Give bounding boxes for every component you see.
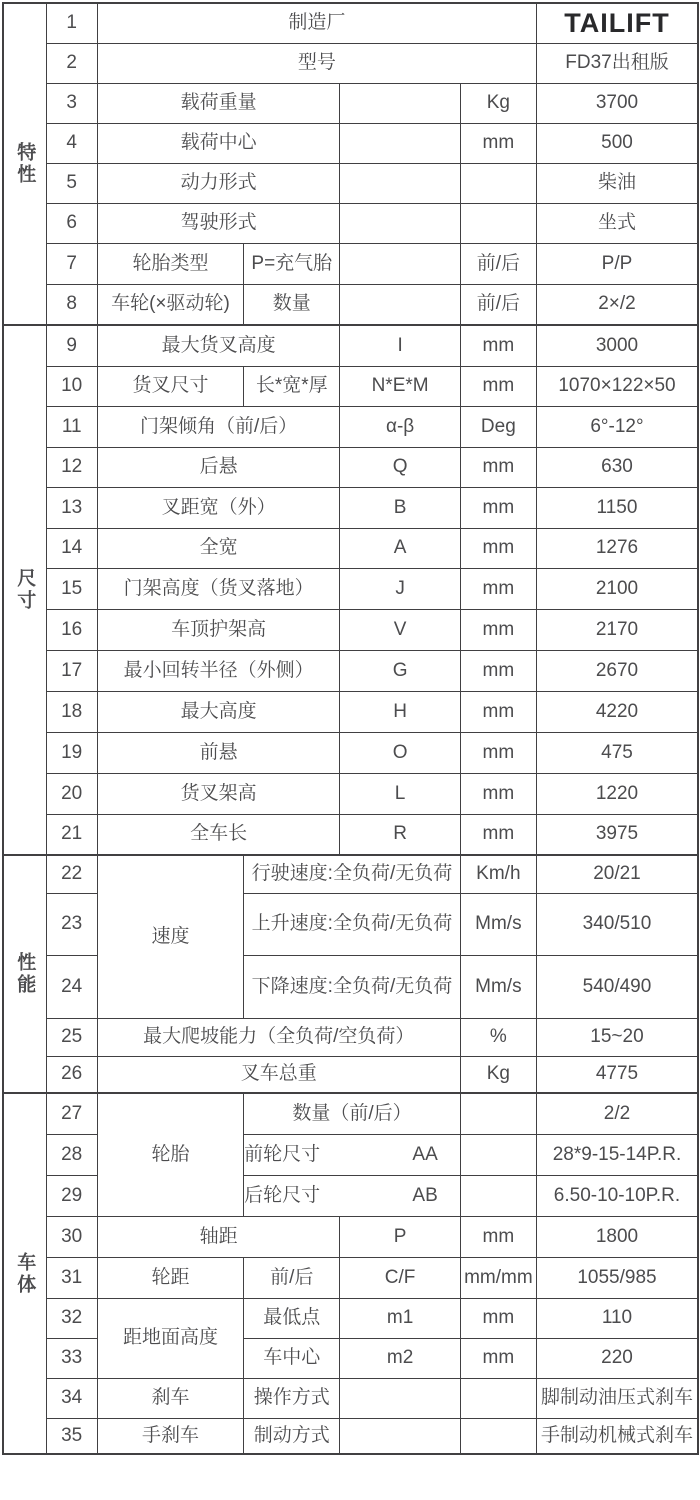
value-cell: 2100 [536,568,698,609]
value-cell: 540/490 [536,955,698,1018]
spec-name-cell: 轮胎类型 [97,243,243,284]
spec-sub-cell: 制动方式 [244,1418,340,1454]
value-cell: 20/21 [536,855,698,893]
spec-name-cell: 驾驶形式 [97,203,340,243]
spec-sub-cell: 上升速度:全负荷/无负荷 [244,893,461,955]
row-number-cell: 31 [46,1257,97,1298]
spec-sub-cell: 操作方式 [244,1378,340,1418]
spec-name-cell: 手刹车 [97,1418,243,1454]
value-cell: 1150 [536,487,698,528]
value-cell: 220 [536,1338,698,1378]
spec-name-cell: 最大高度 [97,691,340,732]
spec-sub-label: 后轮尺寸 [244,1184,321,1206]
unit-cell [460,163,536,203]
unit-cell: mm [460,1338,536,1378]
table-row [3,732,698,773]
unit-cell: mm [460,1216,536,1257]
value-cell: 1220 [536,773,698,814]
value-cell: 手制动机械式刹车 [536,1418,698,1454]
spec-symbol-cell: J [340,568,460,609]
table-row [3,1216,698,1257]
unit-cell: 前/后 [460,284,536,325]
spec-name-cell: 最大货叉高度 [97,325,340,366]
table-row [3,83,698,123]
row-number-cell: 24 [46,955,97,1018]
row-number-cell: 33 [46,1338,97,1378]
spec-sub-cell: 前/后 [244,1257,340,1298]
spec-name-cell: 全宽 [97,528,340,568]
value-cell: 1070×122×50 [536,366,698,406]
spec-table [2,2,699,1455]
spec-symbol-cell: P [340,1216,460,1257]
row-number-cell: 2 [46,43,97,83]
category-label: 性能 [14,952,36,996]
row-number-cell: 12 [46,447,97,487]
spec-symbol-cell: N*E*M [340,366,460,406]
value-cell: 1276 [536,528,698,568]
unit-cell: Mm/s [460,955,536,1018]
spec-sub-cell: 长*宽*厚 [244,366,340,406]
category-label: 特性 [14,142,36,186]
spec-symbol-label: AB [412,1184,438,1206]
table-row [3,284,698,325]
category-label: 车体 [14,1251,36,1296]
row-number-cell: 16 [46,609,97,650]
value-cell: 3975 [536,814,698,855]
value-cell: 2/2 [536,1093,698,1134]
unit-cell: mm [460,123,536,163]
brand-value-cell: TAILIFT [536,3,698,43]
table-row [3,773,698,814]
value-cell: 28*9-15-14P.R. [536,1134,698,1175]
table-row [3,1298,698,1338]
row-number-cell: 10 [46,366,97,406]
row-number-cell: 13 [46,487,97,528]
unit-cell: mm [460,366,536,406]
unit-cell [460,203,536,243]
category-cell [3,855,46,1093]
unit-cell: mm [460,487,536,528]
table-row [3,366,698,406]
spec-symbol-cell [340,1378,460,1418]
row-number-cell: 8 [46,284,97,325]
table-row [3,3,698,43]
value-cell: 柴油 [536,163,698,203]
table-row [3,568,698,609]
unit-cell: % [460,1018,536,1056]
value-cell: 3000 [536,325,698,366]
value-cell: FD37出租版 [536,43,698,83]
spec-symbol-cell: A [340,528,460,568]
spec-name-cell: 全车长 [97,814,340,855]
spec-symbol-cell: R [340,814,460,855]
value-cell: 475 [536,732,698,773]
table-row [3,487,698,528]
row-number-cell: 7 [46,243,97,284]
unit-cell: Km/h [460,855,536,893]
spec-name-cell: 门架倾角（前/后） [97,406,340,447]
value-cell: 110 [536,1298,698,1338]
table-row [3,1257,698,1298]
spec-sub-label: 前轮尺寸 [244,1143,321,1165]
unit-cell: mm [460,528,536,568]
table-row [3,163,698,203]
row-number-cell: 11 [46,406,97,447]
unit-cell: mm [460,650,536,691]
spec-symbol-cell [340,1418,460,1454]
spec-symbol-cell: I [340,325,460,366]
row-number-cell: 27 [46,1093,97,1134]
row-number-cell: 29 [46,1175,97,1216]
value-cell: 1055/985 [536,1257,698,1298]
unit-cell: Deg [460,406,536,447]
unit-cell: Kg [460,83,536,123]
spec-sub-cell [244,1175,461,1216]
spec-symbol-cell: G [340,650,460,691]
unit-cell: mm [460,609,536,650]
row-number-cell: 15 [46,568,97,609]
row-number-cell: 14 [46,528,97,568]
spec-name-cell: 后悬 [97,447,340,487]
spec-name-cell: 速度 [97,855,243,1018]
spec-name-cell: 轮胎 [97,1093,243,1216]
spec-symbol-cell: L [340,773,460,814]
value-cell: 6°-12° [536,406,698,447]
spec-name-cell: 货叉尺寸 [97,366,243,406]
row-number-cell: 22 [46,855,97,893]
table-row [3,855,698,893]
row-number-cell: 3 [46,83,97,123]
unit-cell: 前/后 [460,243,536,284]
spec-symbol-cell [340,284,460,325]
spec-name-cell: 叉距宽（外） [97,487,340,528]
spec-name-cell: 车轮(×驱动轮) [97,284,243,325]
table-row [3,528,698,568]
row-number-cell: 20 [46,773,97,814]
spec-sub-cell: P=充气胎 [244,243,340,284]
table-row [3,123,698,163]
value-cell: 2×/2 [536,284,698,325]
row-number-cell: 19 [46,732,97,773]
spec-sub-cell: 数量 [244,284,340,325]
unit-cell: mm [460,568,536,609]
spec-sub-cell [244,1134,461,1175]
table-row [3,1378,698,1418]
spec-name-cell: 型号 [97,43,536,83]
row-number-cell: 4 [46,123,97,163]
value-cell: 4220 [536,691,698,732]
spec-name-cell: 轴距 [97,1216,340,1257]
unit-cell [460,1418,536,1454]
spec-symbol-cell: B [340,487,460,528]
value-cell: 15~20 [536,1018,698,1056]
spec-name-cell: 最大爬坡能力（全负荷/空负荷） [97,1018,460,1056]
category-label: 尺寸 [14,568,36,612]
row-number-cell: 30 [46,1216,97,1257]
unit-cell [460,1093,536,1134]
spec-symbol-cell [340,123,460,163]
table-row [3,1056,698,1093]
value-cell: 2670 [536,650,698,691]
unit-cell [460,1378,536,1418]
spec-symbol-cell: α-β [340,406,460,447]
value-cell: P/P [536,243,698,284]
category-cell [3,325,46,855]
table-row [3,243,698,284]
spec-name-cell: 货叉架高 [97,773,340,814]
spec-sub-cell: 数量（前/后） [244,1093,461,1134]
spec-name-cell: 最小回转半径（外侧） [97,650,340,691]
spec-symbol-cell: H [340,691,460,732]
value-cell: 4775 [536,1056,698,1093]
spec-name-cell: 车顶护架高 [97,609,340,650]
unit-cell: mm [460,325,536,366]
unit-cell: Mm/s [460,893,536,955]
spec-symbol-cell: Q [340,447,460,487]
spec-name-cell: 轮距 [97,1257,243,1298]
row-number-cell: 5 [46,163,97,203]
value-cell: 6.50-10-10P.R. [536,1175,698,1216]
value-cell: 630 [536,447,698,487]
unit-cell: mm/mm [460,1257,536,1298]
row-number-cell: 17 [46,650,97,691]
row-number-cell: 6 [46,203,97,243]
unit-cell: mm [460,814,536,855]
category-cell [3,3,46,325]
table-row [3,203,698,243]
value-cell: 3700 [536,83,698,123]
spec-sub-cell: 最低点 [244,1298,340,1338]
spec-name-cell: 前悬 [97,732,340,773]
row-number-cell: 26 [46,1056,97,1093]
category-cell [3,1093,46,1454]
value-cell: 500 [536,123,698,163]
row-number-cell: 28 [46,1134,97,1175]
row-number-cell: 34 [46,1378,97,1418]
spec-symbol-cell: O [340,732,460,773]
spec-name-cell: 门架高度（货叉落地） [97,568,340,609]
value-cell: 2170 [536,609,698,650]
table-row [3,1093,698,1134]
unit-cell: mm [460,447,536,487]
spec-symbol-cell: C/F [340,1257,460,1298]
spec-sub-cell: 车中心 [244,1338,340,1378]
spec-symbol-cell: m2 [340,1338,460,1378]
row-number-cell: 18 [46,691,97,732]
spec-symbol-cell [340,243,460,284]
unit-cell: mm [460,773,536,814]
row-number-cell: 1 [46,3,97,43]
table-row [3,447,698,487]
spec-symbol-cell [340,83,460,123]
table-row [3,325,698,366]
unit-cell [460,1175,536,1216]
spec-name-cell: 叉车总重 [97,1056,460,1093]
spec-symbol-cell [340,163,460,203]
row-number-cell: 32 [46,1298,97,1338]
unit-cell: mm [460,732,536,773]
row-number-cell: 21 [46,814,97,855]
value-cell: 坐式 [536,203,698,243]
row-number-cell: 9 [46,325,97,366]
table-row [3,814,698,855]
unit-cell: mm [460,1298,536,1338]
spec-sub-cell: 下降速度:全负荷/无负荷 [244,955,461,1018]
spec-name-cell: 载荷重量 [97,83,340,123]
spec-name-cell: 载荷中心 [97,123,340,163]
spec-symbol-label: AA [412,1143,438,1165]
row-number-cell: 25 [46,1018,97,1056]
table-row [3,1418,698,1454]
spec-name-cell: 制造厂 [97,3,536,43]
table-row [3,650,698,691]
spec-symbol-cell: V [340,609,460,650]
unit-cell: Kg [460,1056,536,1093]
table-row [3,1018,698,1056]
value-cell: 340/510 [536,893,698,955]
unit-cell: mm [460,691,536,732]
table-row [3,691,698,732]
table-row [3,609,698,650]
table-row [3,406,698,447]
spec-symbol-cell [340,203,460,243]
spec-sub-cell: 行驶速度:全负荷/无负荷 [244,855,461,893]
spec-symbol-cell: m1 [340,1298,460,1338]
row-number-cell: 23 [46,893,97,955]
row-number-cell: 35 [46,1418,97,1454]
spec-name-cell: 动力形式 [97,163,340,203]
value-cell: 1800 [536,1216,698,1257]
spec-name-cell: 距地面高度 [97,1298,243,1378]
table-row [3,43,698,83]
spec-name-cell: 刹车 [97,1378,243,1418]
value-cell: 脚制动油压式刹车 [536,1378,698,1418]
unit-cell [460,1134,536,1175]
